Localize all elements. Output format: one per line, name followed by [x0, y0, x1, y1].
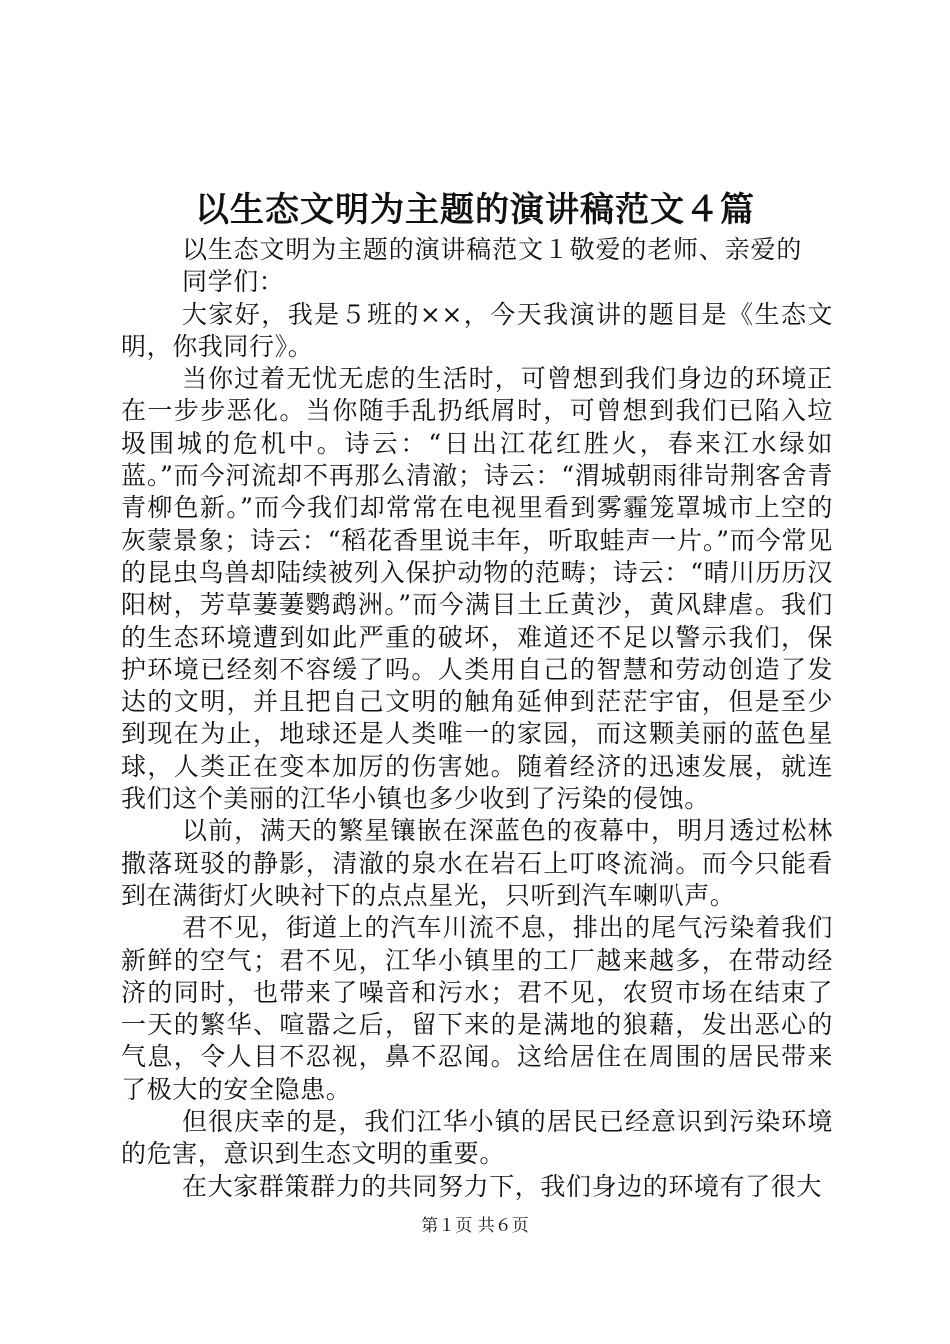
- body-paragraph-4: 君不见，街道上的汽车川流不息，排出的尾气污染着我们新鲜的空气；君不见，江华小镇里的工厂越来越多，在带动经济的同时，也带来了噪音和污水；君不见，农贸市场在结束了一天的繁华、喧嚣之后，留下来的是满地的狼藉，发出恶心的气息，令人目不忍视，鼻不忍闻。这给居住在周围的居民带来了极大的安全隐患。: [121, 913, 833, 1104]
- body-paragraph-1: 大家好，我是５班的××，今天我演讲的题目是《生态文明，你我同行》。: [121, 299, 833, 361]
- page-number-footer: 第１页 共６页: [421, 1216, 529, 1236]
- body-paragraph-3: 以前，满天的繁星镶嵌在深蓝色的夜幕中，明月透过松林撒落斑驳的静影，清澈的泉水在岩石上叮咚流淌。而今只能看到在满街灯火映衬下的点点星光，只听到汽车喇叭声。: [121, 816, 833, 910]
- document-title: 以生态文明为主题的演讲稿范文４篇: [195, 190, 755, 230]
- intro-paragraph: 以生态文明为主题的演讲稿范文１敬爱的老师、亲爱的同学们：: [182, 235, 802, 297]
- body-paragraph-5: 但很庆幸的是，我们江华小镇的居民已经意识到污染环境的危害，意识到生态文明的重要。: [121, 1107, 833, 1169]
- document-body: [121, 234, 833, 1203]
- body-paragraph-2: 当你过着无忧无虑的生活时，可曾想到我们身边的环境正在一步步恶化。当你随手乱扔纸屑时，可曾想到我们已陷入垃圾围城的危机中。诗云：“日出江花红胜火，春来江水绿如蓝。”而今河流却不再那么清澈；诗云：“渭城朝雨徘岢荆客舍青青柳色新。”而今我们却常常在电视里看到雾霾笼罩城市上空的灰蒙景象；诗云：“稻花香里说丰年，听取蛙声一片。”而今常见的昆虫鸟兽却陆续被列入保护动物的范畴；诗云：“晴川历历汉阳树，芳草萋萋鹦鹉洲。”而今满目土丘黄沙，黄风肆虐。我们的生态环境遭到如此严重的破坏，难道还不足以警示我们，保护环境已经刻不容缓了吗。人类用自己的智慧和劳动创造了发达的文明，并且把自己文明的触角延伸到茫茫宇宙，但是至少到现在为止，地球还是人类唯一的家园，而这颗美丽的蓝色星球，人类正在变本加厉的伤害她。随着经济的迅速发展，就连我们这个美丽的江华小镇也多少收到了污染的侵蚀。: [121, 364, 833, 814]
- body-paragraph-6: 在大家群策群力的共同努力下，我们身边的环境有了很大: [182, 1171, 823, 1201]
